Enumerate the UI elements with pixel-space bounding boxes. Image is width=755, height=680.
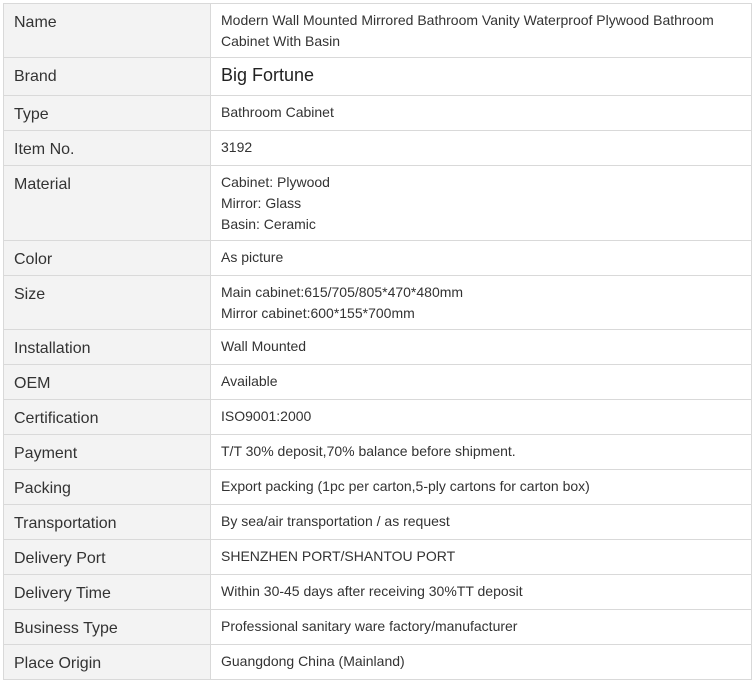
spec-value (211, 4, 752, 58)
spec-value (211, 400, 752, 435)
spec-row-delivery-time (4, 575, 752, 610)
spec-value-line: Main cabinet:615/705/805*470*480mm (221, 284, 464, 300)
spec-label: Packing (4, 470, 211, 505)
product-spec-table (3, 3, 752, 680)
spec-label: OEM (4, 365, 211, 400)
spec-value-line: Modern Wall Mounted Mirrored Bathroom Vanity Waterproof Plywood Bathroom Cabinet With Basin (221, 12, 714, 49)
spec-value-line: By sea/air transportation / as request (221, 513, 450, 529)
spec-row-item-no (4, 131, 752, 166)
spec-label: Type (4, 96, 211, 131)
spec-row-oem (4, 365, 752, 400)
spec-row-payment (4, 435, 752, 470)
spec-row-transportation (4, 505, 752, 540)
spec-value (211, 241, 752, 276)
spec-value (211, 276, 752, 330)
spec-label: Size (4, 276, 211, 330)
spec-value (211, 131, 752, 166)
spec-value (211, 58, 752, 96)
spec-value-line: Mirror: Glass (221, 195, 302, 211)
spec-value-line: Big Fortune (221, 65, 315, 85)
spec-label: Color (4, 241, 211, 276)
spec-label: Brand (4, 58, 211, 96)
spec-value (211, 505, 752, 540)
spec-row-brand (4, 58, 752, 96)
spec-row-delivery-port (4, 540, 752, 575)
spec-label: Payment (4, 435, 211, 470)
spec-value (211, 166, 752, 241)
spec-value (211, 435, 752, 470)
spec-row-material (4, 166, 752, 241)
spec-value-line: Bathroom Cabinet (221, 104, 334, 120)
spec-value-line: Guangdong China (Mainland) (221, 653, 405, 669)
spec-label: Material (4, 166, 211, 241)
spec-value-line: T/T 30% deposit,70% balance before shipment. (221, 443, 516, 459)
spec-value-line: SHENZHEN PORT/SHANTOU PORT (221, 548, 456, 564)
spec-row-packing (4, 470, 752, 505)
spec-label: Business Type (4, 610, 211, 645)
spec-value (211, 575, 752, 610)
spec-row-certification (4, 400, 752, 435)
spec-value-line: Available (221, 373, 278, 389)
spec-value-line: Basin: Ceramic (221, 216, 316, 232)
spec-label: Certification (4, 400, 211, 435)
spec-value-line: As picture (221, 249, 284, 265)
spec-value (211, 96, 752, 131)
spec-value (211, 470, 752, 505)
spec-row-installation (4, 330, 752, 365)
spec-value (211, 365, 752, 400)
spec-value (211, 610, 752, 645)
spec-value-line: 3192 (221, 139, 253, 155)
spec-value (211, 645, 752, 680)
spec-label: Delivery Time (4, 575, 211, 610)
spec-table-body (4, 4, 752, 680)
spec-value-line: Wall Mounted (221, 338, 307, 354)
spec-value-line: ISO9001:2000 (221, 408, 312, 424)
spec-row-color (4, 241, 752, 276)
spec-label: Place Origin (4, 645, 211, 680)
spec-row-size (4, 276, 752, 330)
spec-value (211, 330, 752, 365)
spec-value-line: Cabinet: Plywood (221, 174, 330, 190)
spec-label: Delivery Port (4, 540, 211, 575)
spec-value-line: Within 30-45 days after receiving 30%TT deposit (221, 583, 523, 599)
spec-label: Installation (4, 330, 211, 365)
spec-value-line: Professional sanitary ware factory/manufacturer (221, 618, 518, 634)
spec-row-name (4, 4, 752, 58)
spec-label: Transportation (4, 505, 211, 540)
spec-row-place-origin (4, 645, 752, 680)
spec-label: Name (4, 4, 211, 58)
spec-label: Item No. (4, 131, 211, 166)
spec-value (211, 540, 752, 575)
spec-row-type (4, 96, 752, 131)
spec-value-line: Mirror cabinet:600*155*700mm (221, 305, 415, 321)
spec-row-business-type (4, 610, 752, 645)
spec-value-line: Export packing (1pc per carton,5-ply cartons for carton box) (221, 478, 590, 494)
